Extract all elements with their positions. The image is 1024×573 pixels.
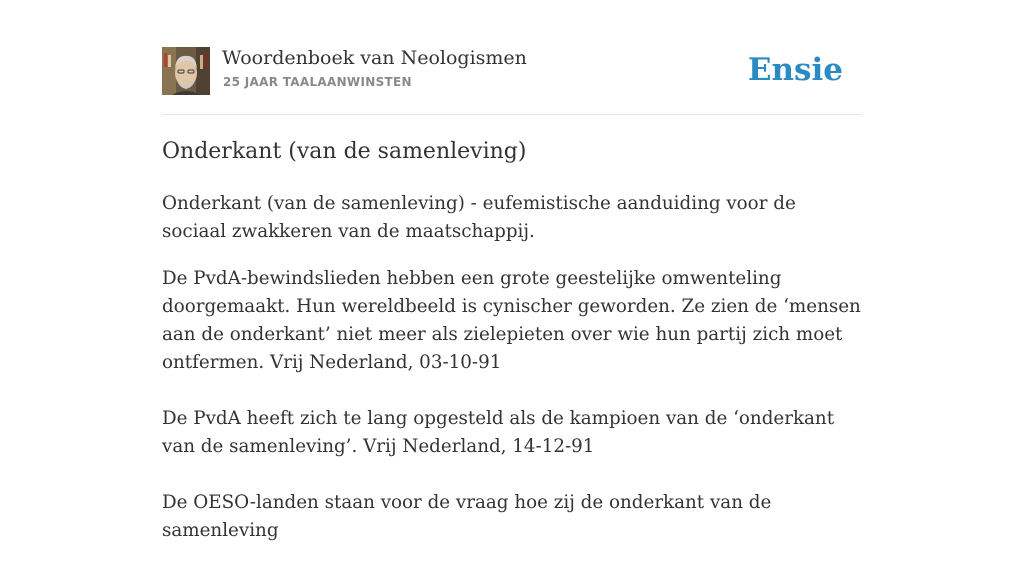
entry-content	[162, 136, 862, 573]
site-subtitle: 25 JAAR TAALAANWINSTEN	[223, 75, 412, 89]
quotation: De PvdA heeft zich te lang opgesteld als de kampioen van de ‘onderkant van de samenleving’. Vrij Nederland, 14-12-91	[162, 408, 835, 457]
quotation-list	[162, 265, 862, 545]
entry-title: Onderkant (van de samenleving)	[162, 139, 527, 164]
quotation: De OESO-landen staan voor de vraag hoe zij de onderkant van de samenleving	[162, 492, 772, 541]
site-title[interactable]: Woordenboek van Neologismen	[222, 47, 527, 69]
entry-definition: Onderkant (van de samenleving) - eufemistische aanduiding voor de sociaal zwakkeren van de maatschappij.	[162, 193, 796, 242]
avatar-image	[162, 47, 210, 95]
quotation: De PvdA-bewindslieden hebben een grote geestelijke omwenteling doorgemaakt. Hun wereldbeeld is cynischer geworden. Ze zien de ‘mensen aan de onderkant’ niet meer als zielepieten over wie hun partij zich moet ontfermen. Vrij Nederland, 03-10-91	[162, 268, 861, 373]
author-avatar[interactable]	[162, 47, 210, 95]
ensie-logo[interactable]: Ensie	[747, 52, 843, 88]
site-header	[162, 46, 862, 115]
